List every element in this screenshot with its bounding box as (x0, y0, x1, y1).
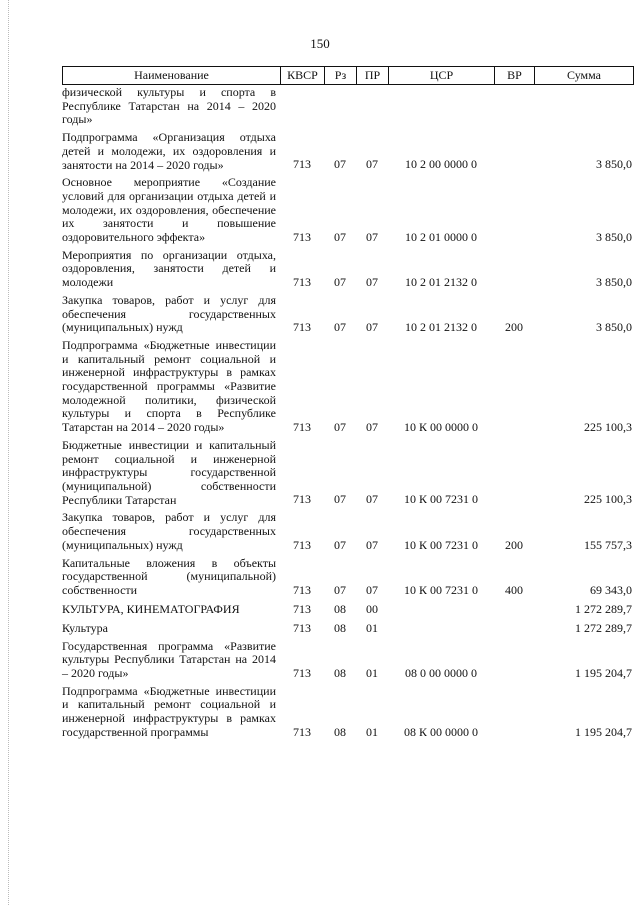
cell-kvsr: 713 (293, 582, 311, 597)
cell-pr: 00 (366, 601, 378, 616)
cell-sum: 155 757,3 (584, 537, 632, 552)
header-sum: Сумма (567, 68, 601, 82)
cell-rz: 07 (334, 274, 346, 289)
page-number: 150 (310, 36, 330, 51)
cell-rz: 07 (334, 157, 346, 172)
cell-sum: 1 272 289,7 (575, 620, 632, 635)
cell-name: Мероприятия по организации отдыха, оздоровления, занятости детей и молодежи (62, 247, 276, 290)
cell-csr: 08 К 00 0000 0 (403, 724, 478, 739)
cell-kvsr: 713 (293, 157, 311, 172)
cell-sum: 225 100,3 (584, 492, 632, 507)
table-row (62, 685, 632, 740)
cell-name: Культура (62, 620, 108, 635)
cell-csr: 10 К 00 0000 0 (403, 419, 478, 434)
table-row (62, 557, 632, 598)
table-row (62, 176, 632, 245)
cell-pr: 07 (366, 229, 378, 244)
cell-sum: 3 850,0 (596, 229, 632, 244)
table-row (62, 294, 632, 335)
table-header (62, 66, 634, 85)
cell-kvsr: 713 (293, 229, 311, 244)
cell-pr: 07 (366, 419, 378, 434)
cell-sum: 3 850,0 (596, 274, 632, 289)
header-vr: ВР (495, 67, 535, 84)
cell-name: Подпрограмма «Бюджетные инвестиции и капитальный ремонт социальной и инженерной инфраструктуры в рамках государственной программы «Развитие молодежной политики, физической культуры и спорта в Республике Татарстан на 2014 – 2020 годы» (62, 337, 276, 435)
cell-kvsr: 713 (293, 274, 311, 289)
cell-name: Основное мероприятие «Создание условий для организации отдыха детей и молодежи, их оздоровления, обеспечение их занятости и повышение оздоровительного эффекта» (62, 175, 276, 245)
cell-kvsr: 713 (293, 492, 311, 507)
cell-rz: 07 (334, 537, 346, 552)
cell-vr: 200 (505, 537, 523, 552)
cell-pr: 07 (366, 274, 378, 289)
cell-pr: 01 (366, 724, 378, 739)
cell-name: физической культуры и спорта в Республике Татарстан на 2014 – 2020 годы» (62, 85, 276, 127)
cell-name: Государственная программа «Развитие культуры Республики Татарстан на 2014 – 2020 годы» (62, 638, 276, 681)
cell-kvsr: 713 (293, 724, 311, 739)
cell-sum: 3 850,0 (596, 157, 632, 172)
cell-name: Капитальные вложения в объекты государственной (муниципальной) собственности (62, 555, 276, 597)
cell-vr: 200 (505, 319, 523, 334)
cell-csr: 10 2 00 0000 0 (405, 157, 477, 172)
cell-csr: 08 0 00 0000 0 (405, 665, 477, 680)
cell-csr: 10 К 00 7231 0 (403, 582, 478, 597)
cell-kvsr: 713 (293, 319, 311, 334)
cell-name: КУЛЬТУРА, КИНЕМАТОГРАФИЯ (62, 601, 240, 616)
table-row (62, 602, 632, 617)
table-row (62, 640, 632, 681)
cell-csr: 10 2 01 0000 0 (405, 229, 477, 244)
cell-pr: 07 (366, 492, 378, 507)
cell-pr: 07 (366, 319, 378, 334)
cell-vr: 400 (505, 582, 523, 597)
cell-kvsr: 713 (293, 620, 311, 635)
cell-name: Закупка товаров, работ и услуг для обеспечения государственных (муниципальных) нужд (62, 510, 276, 552)
table-body (62, 86, 632, 744)
cell-rz: 08 (334, 724, 346, 739)
header-rz: Рз (325, 67, 357, 84)
cell-sum: 225 100,3 (584, 419, 632, 434)
cell-csr: 10 К 00 7231 0 (403, 492, 478, 507)
cell-name: Закупка товаров, работ и услуг для обеспечения государственных (муниципальных) нужд (62, 292, 276, 335)
header-csr: ЦСР (389, 67, 495, 84)
table-row (62, 439, 632, 508)
cell-rz: 07 (334, 582, 346, 597)
cell-sum: 3 850,0 (596, 319, 632, 334)
cell-rz: 08 (334, 620, 346, 635)
cell-csr: 10 2 01 2132 0 (405, 274, 477, 289)
cell-sum: 1 195 204,7 (575, 724, 632, 739)
header-pr: ПР (357, 67, 389, 84)
cell-pr: 07 (366, 537, 378, 552)
cell-rz: 07 (334, 319, 346, 334)
table-row (62, 249, 632, 290)
table-row (62, 86, 632, 127)
header-kvsr: КВСР (281, 67, 325, 84)
cell-csr: 10 К 00 7231 0 (403, 537, 478, 552)
cell-pr: 01 (366, 620, 378, 635)
cell-pr: 07 (366, 582, 378, 597)
cell-sum: 1 272 289,7 (575, 601, 632, 616)
cell-rz: 08 (334, 601, 346, 616)
table-row (62, 621, 632, 636)
cell-name: Подпрограмма «Организация отдыха детей и молодежи, их оздоровления и занятости на 2014 – 2020 годы» (62, 130, 276, 172)
cell-pr: 07 (366, 157, 378, 172)
cell-rz: 08 (334, 665, 346, 680)
table-row (62, 511, 632, 552)
cell-pr: 01 (366, 665, 378, 680)
cell-name: Подпрограмма «Бюджетные инвестиции и капитальный ремонт социальной и инженерной инфраструктуры в рамках государственной программы (62, 683, 276, 739)
cell-rz: 07 (334, 229, 346, 244)
table-row (62, 131, 632, 172)
cell-rz: 07 (334, 492, 346, 507)
cell-rz: 07 (334, 419, 346, 434)
cell-sum: 69 343,0 (590, 582, 632, 597)
table-row (62, 339, 632, 435)
header-name: Наименование (63, 67, 281, 84)
cell-kvsr: 713 (293, 537, 311, 552)
cell-sum: 1 195 204,7 (575, 665, 632, 680)
cell-kvsr: 713 (293, 601, 311, 616)
cell-kvsr: 713 (293, 419, 311, 434)
cell-csr: 10 2 01 2132 0 (405, 319, 477, 334)
page-edge-dots (8, 0, 10, 905)
cell-kvsr: 713 (293, 665, 311, 680)
cell-name: Бюджетные инвестиции и капитальный ремонт социальной и инженерной инфраструктуры государственной (муниципальной) собственности Республики Татарстан (62, 437, 276, 507)
